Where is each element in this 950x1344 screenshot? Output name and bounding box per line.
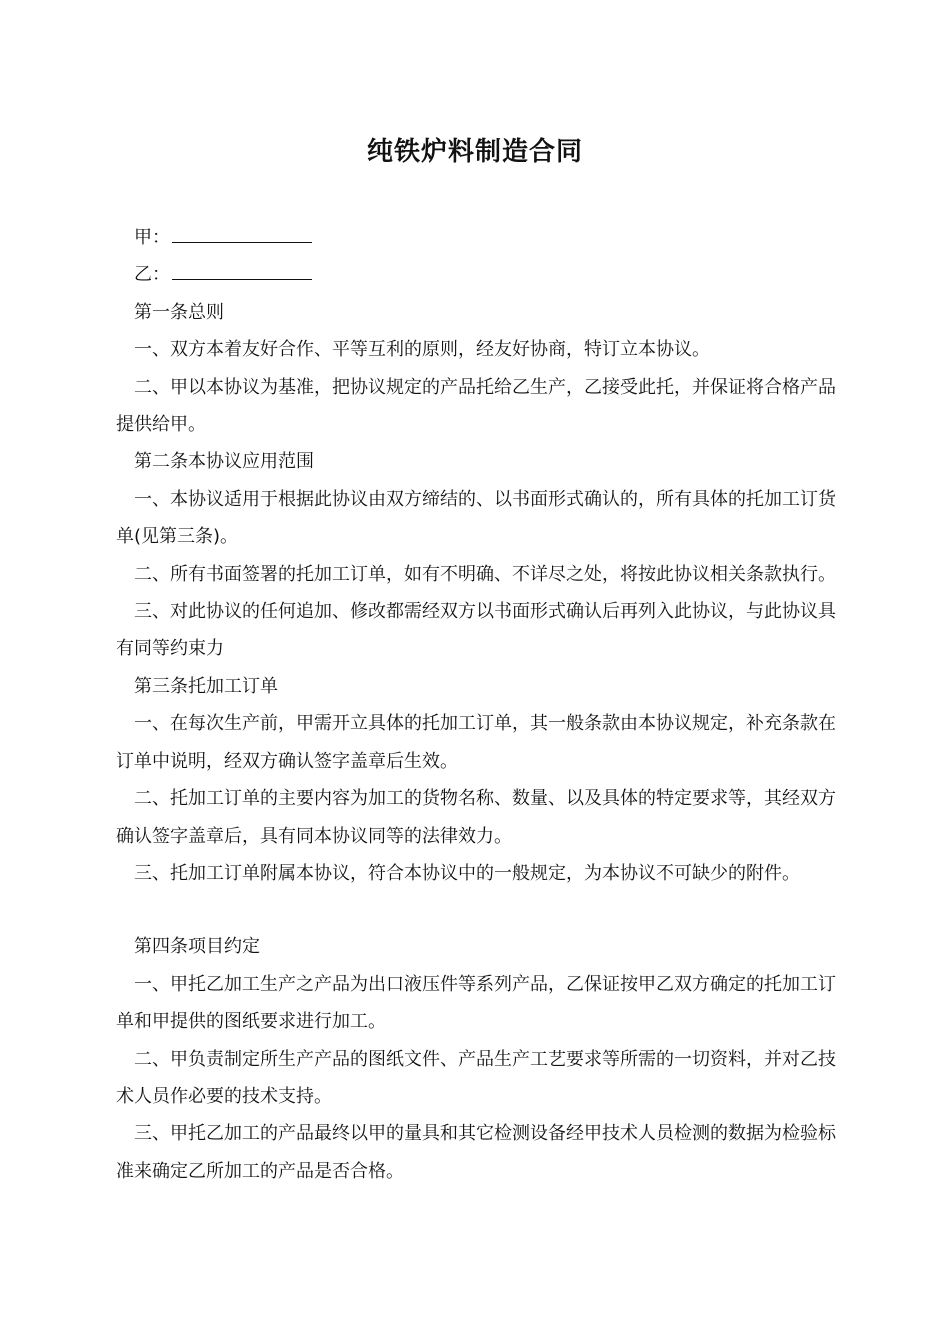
party-a-line: [116, 219, 838, 256]
article-2-clause-3: 三、对此协议的任何追加、修改都需经双方以书面形式确认后再列入此协议，与此协议具有同等约束力: [116, 601, 836, 660]
article-2-clause-2: 二、所有书面签署的托加工订单，如有不明确、不详尽之处，将按此协议相关条款执行。: [134, 563, 836, 585]
article-1-clause-1: 一、双方本着友好合作、平等互利的原则，经友好协商，特订立本协议。: [134, 339, 710, 361]
document-title: 纯铁炉料制造合同: [366, 137, 583, 167]
party-b-label: 乙：: [134, 264, 170, 286]
article-3-heading: 第三条托加工订单: [134, 675, 278, 697]
article-4-clause-3: 三、甲托乙加工的产品最终以甲的量具和其它检测设备经甲技术人员检测的数据为检验标准来确定乙所加工的产品是否合格。: [116, 1123, 836, 1182]
party-a-label: 甲：: [134, 227, 170, 248]
article-3-clause-2: 二、托加工订单的主要内容为加工的货物名称、数量、以及具体的特定要求等，其经双方确认签字盖章后，具有同本协议同等的法律效力。: [116, 788, 836, 847]
party-b-line: [116, 256, 838, 293]
article-1-clause-2: 二、甲以本协议为基准，把协议规定的产品托给乙生产，乙接受此托，并保证将合格产品提供给甲。: [116, 376, 836, 436]
article-3-clause-1: 一、在每次生产前，甲需开立具体的托加工订单，其一般条款由本协议规定，补充条款在订单中说明，经双方确认签字盖章后生效。: [116, 713, 836, 772]
article-2-heading: 第二条本协议应用范围: [134, 451, 314, 473]
party-a-blank[interactable]: [172, 220, 312, 243]
article-4-clause-1: 一、甲托乙加工生产之产品为出口液压件等系列产品，乙保证按甲乙双方确定的托加工订单和甲提供的图纸要求进行加工。: [116, 973, 836, 1033]
article-3-clause-3: 三、托加工订单附属本协议，符合本协议中的一般规定，为本协议不可缺少的附件。: [134, 862, 800, 884]
article-4-heading: 第四条项目约定: [134, 936, 260, 958]
section-spacer: [116, 892, 838, 928]
document-body: [116, 219, 838, 1190]
article-2-clause-1: 一、本协议适用于根据此协议由双方缔结的、以书面形式确认的，所有具体的托加工订货单(见第三条)。: [116, 488, 836, 548]
article-1-heading: 第一条总则: [134, 301, 224, 323]
party-b-blank[interactable]: [172, 257, 312, 280]
article-4-clause-2: 二、甲负责制定所生产产品的图纸文件、产品生产工艺要求等所需的一切资料，并对乙技术人员作必要的技术支持。: [116, 1048, 836, 1107]
